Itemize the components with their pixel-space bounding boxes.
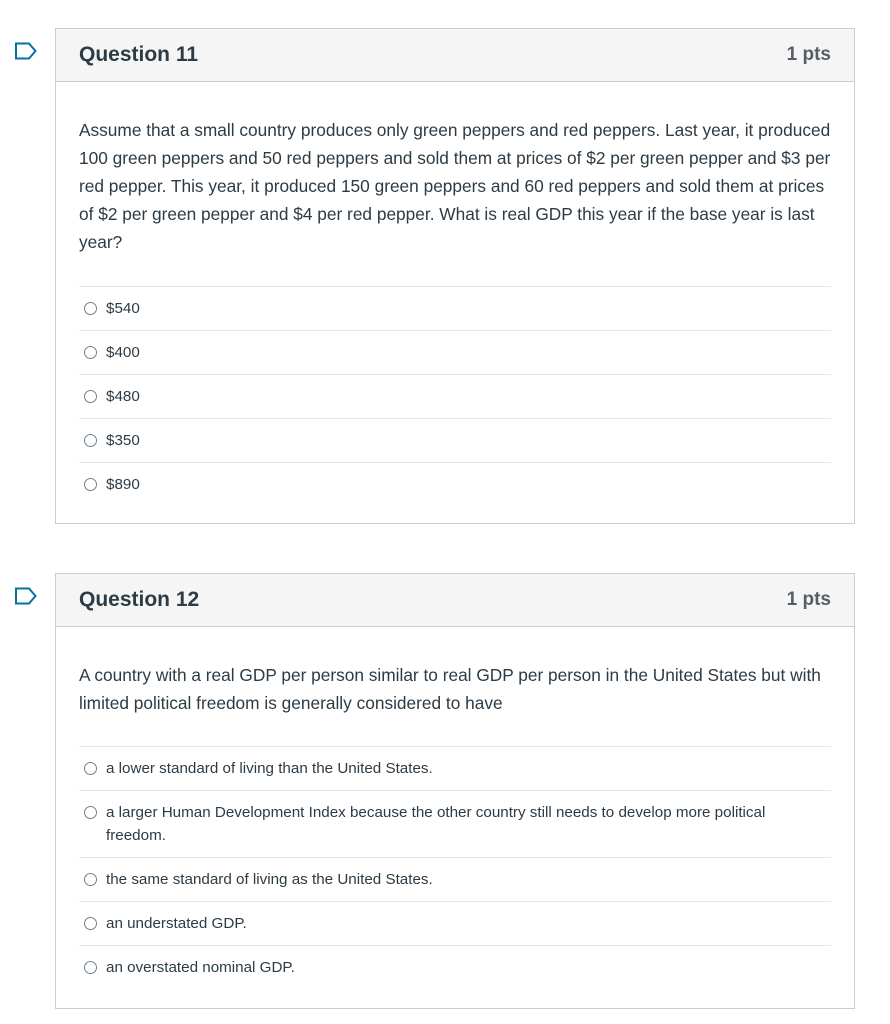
answer-option[interactable]: [79, 945, 831, 989]
question-header: [56, 29, 854, 82]
answer-option[interactable]: [79, 462, 831, 506]
radio-button-icon[interactable]: [84, 390, 97, 403]
question-body: [56, 627, 854, 989]
question-text: A country with a real GDP per person similar to real GDP per person in the United States but with limited political freedom is generally considered to have: [79, 665, 821, 713]
answer-option[interactable]: [79, 901, 831, 945]
radio-button-icon[interactable]: [84, 917, 97, 930]
radio-button-icon[interactable]: [84, 434, 97, 447]
radio-button-icon[interactable]: [84, 806, 97, 819]
answer-list: [79, 286, 831, 506]
answer-label: an overstated nominal GDP.: [106, 959, 295, 976]
answer-label: $540: [106, 300, 140, 317]
answer-label: an understated GDP.: [106, 915, 247, 932]
answer-option[interactable]: [79, 857, 831, 901]
question-title: Question 12: [79, 588, 200, 611]
flag-question-icon[interactable]: [14, 587, 38, 605]
radio-button-icon[interactable]: [84, 346, 97, 359]
question-title: Question 11: [79, 43, 199, 66]
answer-label: a lower standard of living than the United States.: [106, 760, 433, 777]
answer-option[interactable]: [79, 418, 831, 462]
answer-option[interactable]: [79, 790, 831, 857]
answer-option[interactable]: [79, 746, 831, 790]
radio-button-icon[interactable]: [84, 478, 97, 491]
question-12: [55, 573, 855, 1009]
answer-option[interactable]: [79, 330, 831, 374]
answer-label: $480: [106, 388, 140, 405]
question-text: Assume that a small country produces only green peppers and red peppers. Last year, it produced 100 green peppers and 50 red peppers and sold them at prices of $2 per green pepper and $3 per red pepper. This year, it produced 150 green peppers and 60 red peppers and sold them at prices of $2 per green pepper and $4 per red pepper. What is real GDP this year if the base year is last year?: [79, 120, 831, 252]
answer-option[interactable]: [79, 286, 831, 330]
question-points: 1 pts: [786, 44, 831, 65]
question-11: [55, 28, 855, 524]
question-header: [56, 574, 854, 627]
answer-option[interactable]: [79, 374, 831, 418]
flag-question-icon[interactable]: [14, 42, 38, 60]
radio-button-icon[interactable]: [84, 302, 97, 315]
answer-label: $350: [106, 432, 140, 449]
answer-label: $400: [106, 344, 140, 361]
answer-label: $890: [106, 476, 140, 493]
answer-list: [79, 746, 831, 989]
radio-button-icon[interactable]: [84, 873, 97, 886]
question-body: [56, 82, 854, 506]
answer-label: a larger Human Development Index because the other country still needs to develop more political freedom.: [106, 804, 766, 844]
radio-button-icon[interactable]: [84, 961, 97, 974]
question-points: 1 pts: [786, 589, 831, 610]
radio-button-icon[interactable]: [84, 762, 97, 775]
answer-label: the same standard of living as the United States.: [106, 871, 433, 888]
